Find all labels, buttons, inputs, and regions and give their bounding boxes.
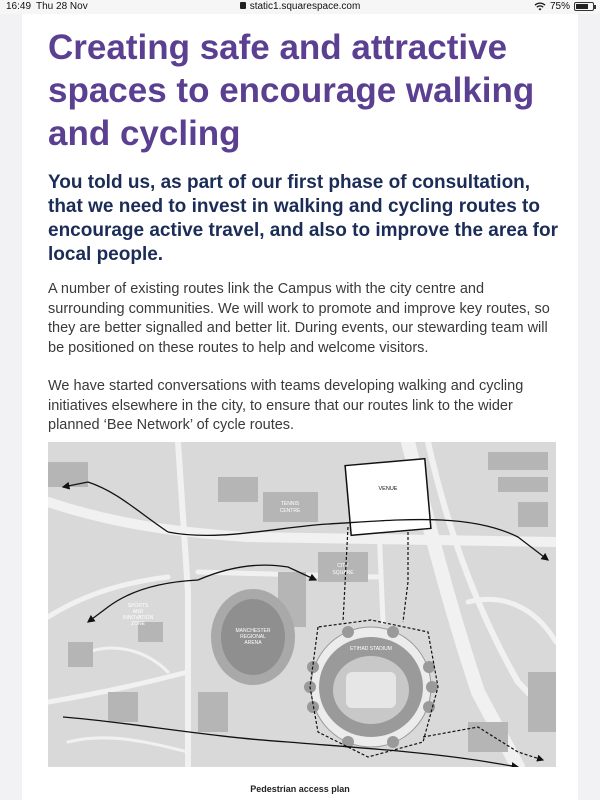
- city-label-1: CITY: [337, 563, 349, 569]
- article-page[interactable]: [22, 14, 578, 800]
- map-caption: Pedestrian access plan: [250, 784, 350, 794]
- sports-label-2: AND: [132, 609, 144, 615]
- status-indicators: [534, 1, 594, 12]
- battery-percent: 75%: [549, 1, 570, 12]
- address-url: static1.squarespace.com: [249, 1, 361, 12]
- status-date: Thu 28 Nov: [36, 1, 88, 12]
- sports-label-3: INNOVATION: [122, 615, 154, 621]
- arena-label-2: REGIONAL: [240, 634, 266, 640]
- tennis-label-2: CENTRE: [279, 508, 301, 514]
- venue-label: VENUE: [378, 486, 398, 492]
- city-label-2: SQUARE: [332, 570, 354, 576]
- wifi-icon: [534, 2, 546, 11]
- body-paragraph-2: We have started conversations with teams developing walking and cycling initiatives elsewhere in the city, to ensure that our routes link to the wider planned ‘Bee Network’ of cycle routes.: [48, 378, 524, 433]
- sports-label-1: SPORTS: [127, 603, 149, 609]
- page-subtitle: You told us, as part of our first phase of consultation, that we need to invest in walking and cycling routes to encourage active travel, and also to improve the area for local people.: [48, 172, 559, 265]
- arena-label-1: MANCHESTER: [235, 628, 271, 634]
- battery-icon: [574, 2, 594, 11]
- arena-label-3: ARENA: [244, 640, 262, 646]
- status-time: 16:49: [6, 1, 32, 12]
- body-paragraph-1: A number of existing routes link the Campus with the city centre and surrounding communities. We will work to promote and improve key routes, so they are better signalled and better lit. During events, our stewarding team will be positioned on these routes to help and welcome visitors.: [48, 281, 550, 356]
- tennis-label-1: TENNIS: [280, 501, 300, 507]
- status-bar: [0, 0, 600, 14]
- pedestrian-access-map: [48, 442, 556, 767]
- page-title: Creating safe and attractive spaces to encourage walking and cycling: [48, 28, 535, 153]
- stadium-label: ETIHAD STADIUM: [350, 646, 392, 652]
- venue-block: [345, 459, 431, 536]
- battery-fill: [576, 4, 588, 9]
- lock-icon: [240, 2, 246, 9]
- address-bar[interactable]: [0, 1, 600, 12]
- sports-label-4: ZONE: [131, 621, 145, 627]
